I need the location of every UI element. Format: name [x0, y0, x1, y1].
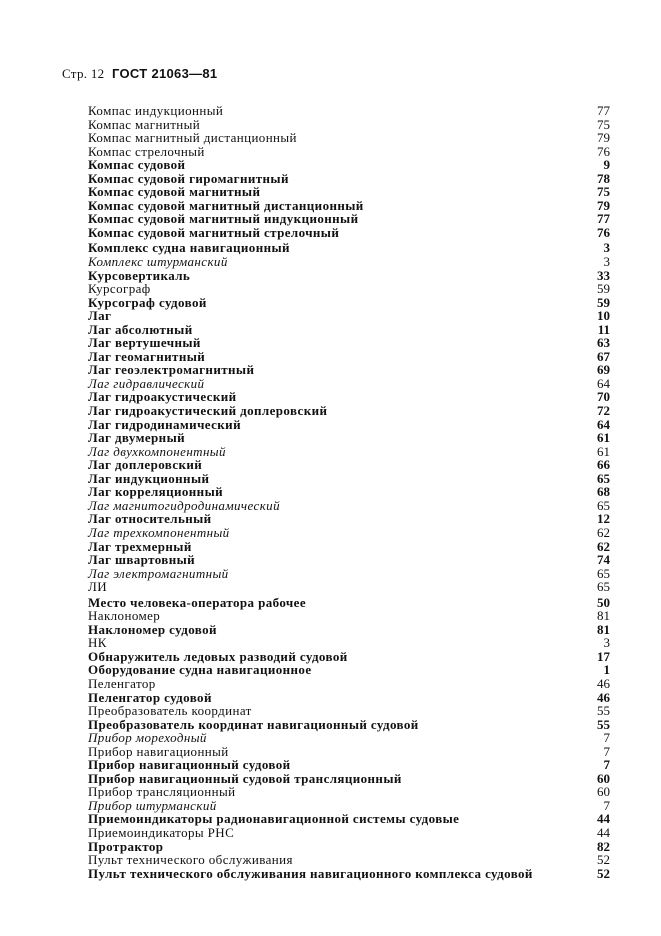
index-entry: [88, 840, 610, 854]
index-entry: [88, 677, 610, 691]
index-page-number: 75: [597, 116, 610, 132]
index-entry: [88, 580, 610, 594]
index-page-number: 77: [597, 103, 610, 118]
index-entry: [88, 772, 610, 786]
index-term: Обнаружитель ледовых разводий судовой: [88, 648, 348, 664]
index-page-number: 64: [597, 416, 610, 432]
index-page-number: 7: [603, 730, 610, 746]
index-page-number: 74: [597, 552, 610, 568]
index-term: Лаг относительный: [88, 511, 212, 527]
index-entry: [88, 296, 610, 310]
index-page-number: 79: [597, 197, 610, 213]
index-term: Лаг индукционный: [88, 470, 210, 486]
index-page-number: 3: [603, 635, 610, 651]
index-page-number: 44: [597, 824, 610, 840]
index-term: Протрактор: [88, 838, 164, 854]
index-entry: [88, 609, 610, 623]
index-term: Лаг электромагнитный: [88, 565, 229, 581]
index-entry: [88, 377, 610, 391]
index-entry: [88, 799, 610, 813]
index-entry: [88, 704, 610, 718]
index-entry: [88, 867, 610, 881]
index-page-number: 10: [597, 308, 610, 324]
index-term: Комплекс судна навигационный: [88, 240, 290, 256]
index-term: НК: [88, 635, 107, 651]
index-term: Преобразователь координат навигационный судовой: [88, 716, 419, 732]
index-entry: [88, 309, 610, 323]
index-page-number: 7: [603, 757, 610, 773]
page-header: [62, 66, 217, 82]
index-entry: [88, 431, 610, 445]
index-entry: [88, 255, 610, 269]
index-page-number: 60: [597, 770, 610, 786]
index-entry: [88, 553, 610, 567]
index-page-number: 70: [597, 389, 610, 405]
index-term: Компас судовой гиромагнитный: [88, 170, 289, 186]
index-term: Пульт технического обслуживания навигационного комплекса судовой: [88, 865, 533, 881]
index-term: Лаг вертушечный: [88, 335, 201, 351]
index-term: Наклономер судовой: [88, 621, 217, 637]
index-entry: [88, 758, 610, 772]
index-entry: [88, 172, 610, 186]
index-term: Преобразователь координат: [88, 703, 252, 719]
index-entry: [88, 718, 610, 732]
index-entry: [88, 512, 610, 526]
index-term: Место человека-оператора рабочее: [88, 594, 306, 610]
index-term: Компас стрелочный: [88, 143, 205, 159]
index-entry: [88, 745, 610, 759]
index-page-number: 67: [597, 348, 610, 364]
index-term: Лаг геоэлектромагнитный: [88, 362, 255, 378]
index-page-number: 63: [597, 335, 610, 351]
index-term: Компас магнитный дистанционный: [88, 130, 297, 146]
index-entry: [88, 485, 610, 499]
index-page-number: 52: [597, 865, 610, 881]
index-term: Пеленгатор судовой: [88, 689, 212, 705]
index-entry: [88, 336, 610, 350]
index-entry: [88, 118, 610, 132]
index-term: Пеленгатор: [88, 675, 156, 691]
index-entry: [88, 323, 610, 337]
index-entry: [88, 390, 610, 404]
index-page-number: 65: [597, 579, 610, 595]
index-entry: [88, 212, 610, 226]
index-entry: [88, 812, 610, 826]
index-list: [88, 104, 610, 880]
index-term: Лаг двухкомпонентный: [88, 443, 226, 459]
index-term: Прибор навигационный: [88, 743, 229, 759]
index-term: Приемоиндикаторы РНС: [88, 824, 235, 840]
index-term: Прибор навигационный судовой трансляционный: [88, 770, 402, 786]
index-page-number: 61: [597, 443, 610, 459]
index-term: ЛИ: [88, 579, 108, 595]
index-page-number: 61: [597, 430, 610, 446]
index-page-number: 64: [597, 375, 610, 391]
index-entry: [88, 363, 610, 377]
index-entry: [88, 499, 610, 513]
index-page-number: 52: [597, 852, 610, 868]
index-entry: [88, 145, 610, 159]
index-page-number: 11: [597, 321, 610, 337]
index-term: Лаг: [88, 308, 112, 324]
index-term: Прибор мореходный: [88, 730, 207, 746]
index-term: Курсограф судовой: [88, 294, 207, 310]
index-entry: [88, 158, 610, 172]
index-term: Лаг геомагнитный: [88, 348, 206, 364]
index-term: Курсограф: [88, 281, 151, 297]
index-page-number: 7: [603, 743, 610, 759]
index-entry: [88, 663, 610, 677]
index-term: Лаг гидравлический: [88, 375, 205, 391]
index-page-number: 46: [597, 689, 610, 705]
index-page-number: 59: [597, 294, 610, 310]
index-page-number: 72: [597, 403, 610, 419]
index-term: Компас судовой: [88, 157, 186, 173]
index-page-number: 81: [597, 608, 610, 624]
index-entry: [88, 472, 610, 486]
index-page-number: 62: [597, 538, 610, 554]
index-entry: [88, 104, 610, 118]
index-term: Компас индукционный: [88, 103, 224, 118]
index-page-number: 65: [597, 565, 610, 581]
index-term: Лаг гидроакустический: [88, 389, 237, 405]
index-page-number: 66: [597, 457, 610, 473]
index-term: Курсовертикаль: [88, 267, 191, 283]
index-entry: [88, 826, 610, 840]
index-entry: [88, 731, 610, 745]
index-entry: [88, 785, 610, 799]
index-page-number: 1: [603, 662, 610, 678]
index-entry: [88, 269, 610, 283]
index-entry: [88, 567, 610, 581]
index-entry: [88, 526, 610, 540]
index-entry: [88, 226, 610, 240]
index-page-number: 79: [597, 130, 610, 146]
index-entry: [88, 458, 610, 472]
index-term: Лаг трехмерный: [88, 538, 192, 554]
index-term: Лаг доплеровский: [88, 457, 203, 473]
index-entry: [88, 199, 610, 213]
index-page-number: 50: [597, 594, 610, 610]
index-page-number: 76: [597, 224, 610, 240]
index-page-number: 82: [597, 838, 610, 854]
index-term: Лаг трехкомпонентный: [88, 524, 230, 540]
index-page-number: 77: [597, 211, 610, 227]
index-page-number: 7: [603, 797, 610, 813]
index-term: Приемоиндикаторы радионавигационной системы судовые: [88, 811, 460, 827]
index-term: Лаг абсолютный: [88, 321, 193, 337]
index-entry: [88, 131, 610, 145]
index-term: Лаг корреляционный: [88, 484, 224, 500]
index-entry: [88, 540, 610, 554]
index-term: Пульт технического обслуживания: [88, 852, 293, 868]
index-page-number: 60: [597, 784, 610, 800]
index-page-number: 3: [603, 240, 610, 256]
index-page-number: 46: [597, 675, 610, 691]
index-page-number: 78: [597, 170, 610, 186]
index-page-number: 33: [597, 267, 610, 283]
index-page-number: 68: [597, 484, 610, 500]
index-page-number: 75: [597, 184, 610, 200]
index-page-number: 55: [597, 703, 610, 719]
index-page-number: 59: [597, 281, 610, 297]
index-entry: [88, 282, 610, 296]
index-entry: [88, 404, 610, 418]
index-page-number: 17: [597, 648, 610, 664]
document-code: ГОСТ 21063—81: [112, 66, 218, 81]
index-term: Наклономер: [88, 608, 161, 624]
index-term: Компас судовой магнитный дистанционный: [88, 197, 364, 213]
index-entry: [88, 853, 610, 867]
index-entry: [88, 596, 610, 610]
index-term: Компас судовой магнитный индукционный: [88, 211, 359, 227]
index-page-number: 69: [597, 362, 610, 378]
index-term: Компас судовой магнитный стрелочный: [88, 224, 340, 240]
index-term: Оборудование судна навигационное: [88, 662, 312, 678]
index-term: Лаг гидродинамический: [88, 416, 241, 432]
index-page-number: 44: [597, 811, 610, 827]
index-term: Лаг швартовный: [88, 552, 196, 568]
index-entry: [88, 445, 610, 459]
index-entry: [88, 241, 610, 255]
index-term: Лаг двумерный: [88, 430, 186, 446]
index-term: Лаг гидроакустический доплеровский: [88, 403, 328, 419]
index-entry: [88, 185, 610, 199]
page-number-label: Стр. 12: [62, 66, 105, 81]
index-term: Компас судовой магнитный: [88, 184, 261, 200]
index-term: Лаг магнитогидродинамический: [88, 497, 280, 513]
index-term: Прибор трансляционный: [88, 784, 236, 800]
index-page-number: 76: [597, 143, 610, 159]
index-page-number: 65: [597, 470, 610, 486]
index-page-number: 81: [597, 621, 610, 637]
index-term: Прибор навигационный судовой: [88, 757, 291, 773]
index-entry: [88, 636, 610, 650]
index-page-number: 12: [597, 511, 610, 527]
index-entry: [88, 350, 610, 364]
index-page-number: 3: [603, 254, 610, 270]
index-entry: [88, 623, 610, 637]
index-entry: [88, 650, 610, 664]
index-term: Компас магнитный: [88, 116, 201, 132]
index-term: Комплекс штурманский: [88, 254, 228, 270]
index-entry: [88, 418, 610, 432]
index-page-number: 9: [603, 157, 610, 173]
index-page-number: 65: [597, 497, 610, 513]
index-entry: [88, 691, 610, 705]
index-page-number: 62: [597, 524, 610, 540]
index-page-number: 55: [597, 716, 610, 732]
index-term: Прибор штурманский: [88, 797, 217, 813]
